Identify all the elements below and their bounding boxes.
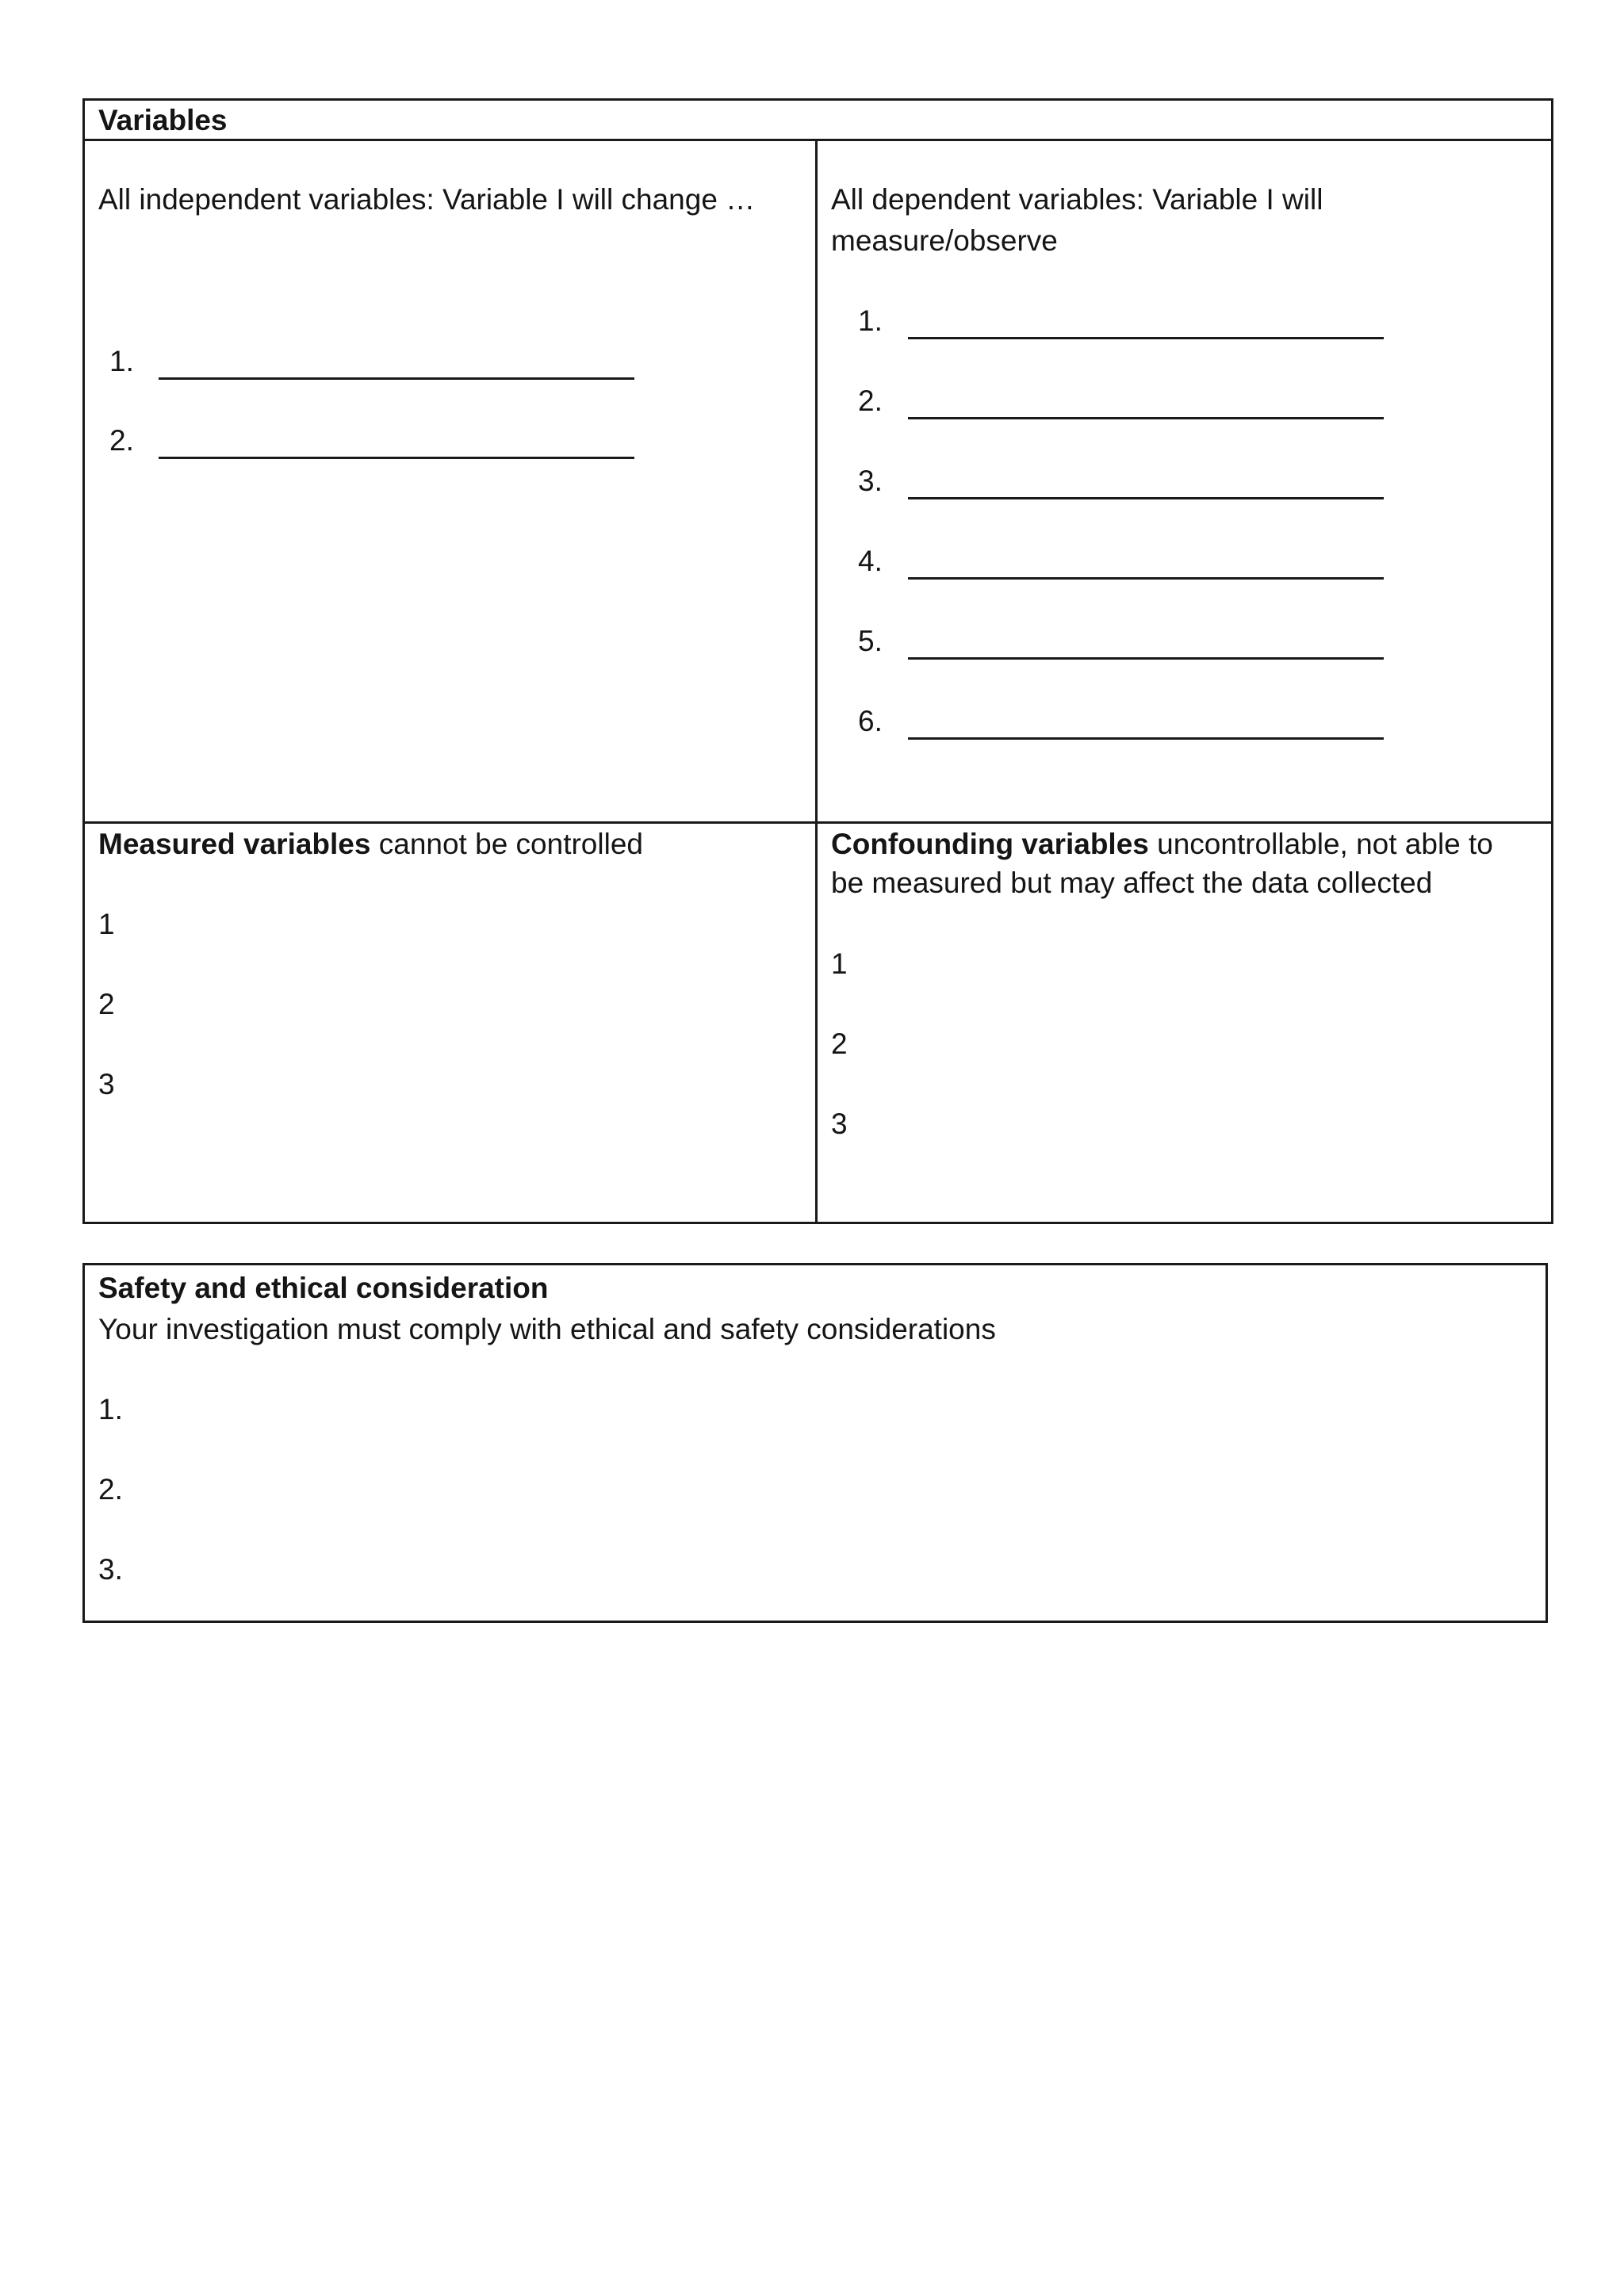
dependent-item-blank[interactable] [908,577,1384,580]
measured-variables-heading-bold: Measured variables [98,828,371,860]
dependent-variables-heading-line2: measure/observe [831,224,1058,257]
variables-title: Variables [98,104,228,136]
measured-variables-heading [98,825,643,864]
dependent-item-blank[interactable] [908,657,1384,660]
dependent-item-number: 6. [858,705,883,737]
independent-item-blank[interactable] [159,377,634,380]
variables-row-divider [82,821,1553,824]
dependent-item-number: 1. [858,304,883,337]
confounding-variables-heading-line2: be measured but may affect the data collected [831,867,1433,899]
safety-item: 3. [98,1553,123,1586]
confounding-variables-heading [831,825,1493,864]
independent-variables-heading: All independent variables: Variable I will change … [98,183,756,216]
independent-item-number: 2. [109,424,134,457]
confounding-variables-heading-bold: Confounding variables [831,828,1149,860]
measured-item: 2 [98,988,115,1020]
confounding-item: 1 [831,947,848,980]
dependent-item-number: 2. [858,385,883,417]
safety-item: 1. [98,1393,123,1425]
safety-item: 2. [98,1473,123,1506]
independent-item-blank[interactable] [159,457,634,459]
variables-header-rule [82,139,1553,141]
dependent-item-number: 3. [858,465,883,497]
safety-subtitle: Your investigation must comply with ethical and safety considerations [98,1313,996,1345]
dependent-item-blank[interactable] [908,737,1384,740]
variables-table [82,98,1553,1224]
measured-item: 1 [98,908,115,940]
dependent-variables-heading-line1: All dependent variables: Variable I will [831,183,1323,216]
independent-item-number: 1. [109,345,134,377]
safety-title: Safety and ethical consideration [98,1272,549,1304]
measured-variables-heading-rest: cannot be controlled [370,828,643,860]
confounding-item: 2 [831,1027,848,1060]
dependent-item-blank[interactable] [908,497,1384,499]
dependent-item-number: 4. [858,545,883,577]
measured-item: 3 [98,1068,115,1100]
dependent-item-blank[interactable] [908,417,1384,419]
confounding-variables-heading-rest: uncontrollable, not able to [1148,828,1493,860]
dependent-item-number: 5. [858,625,883,657]
dependent-item-blank[interactable] [908,337,1384,339]
confounding-item: 3 [831,1108,848,1140]
variables-column-divider [815,139,818,1224]
